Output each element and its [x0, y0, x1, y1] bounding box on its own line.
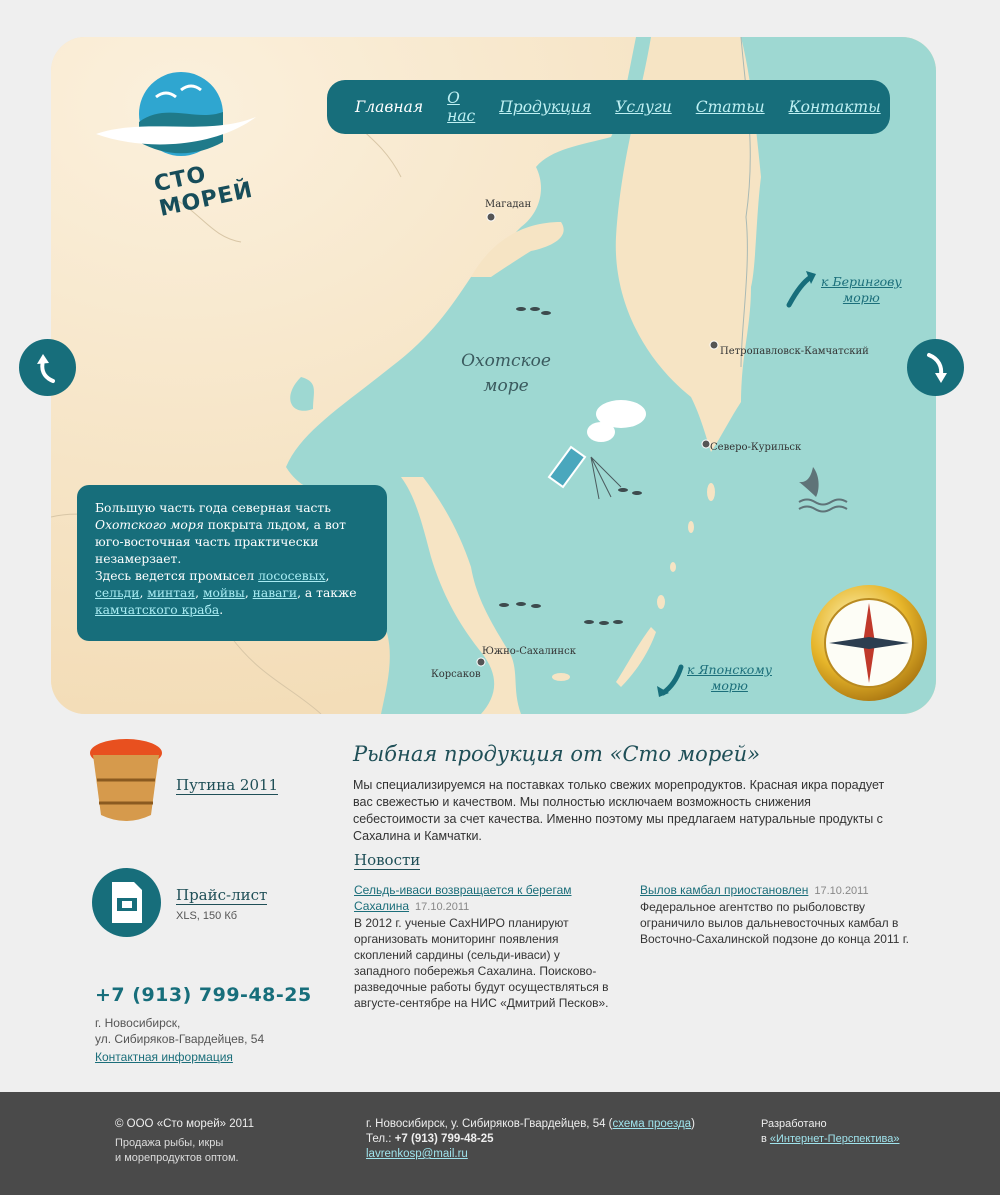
intro-text: Мы специализируемся на поставках только свежих морепродуктов. Красная икра порадует вас свежестью и качеством. Мы полностью исключаем возможность снижения себестоимости за счет качества. Именно поэтому мы предлагаем натуральные продукты с Сахалина и Камчатки.	[353, 778, 885, 843]
footer-developer	[761, 1117, 899, 1147]
price-list-item	[176, 886, 267, 922]
sidebar-address	[95, 1015, 264, 1065]
to-japan-line2: морю	[711, 678, 748, 693]
info-text: , а также	[297, 586, 357, 600]
news-title-link[interactable]: Сельдь-иваси возвращается к берегам Сахалина	[354, 883, 572, 913]
nav-item-articles[interactable]: Статьи	[695, 98, 765, 116]
fish-link-herring[interactable]: сельди	[95, 586, 140, 600]
putina-item	[176, 776, 278, 795]
info-text: покрыта льдом, а вот юго-восточная часть практически незамерзает.	[95, 518, 346, 566]
news-heading[interactable]: Новости	[354, 851, 421, 869]
footer-address: г. Новосибирск, у. Сибиряков-Гвардейцев, 54 (	[366, 1118, 613, 1130]
footer-phone: +7 (913) 799-48-25	[394, 1133, 494, 1145]
fish-link-salmon[interactable]: лососевых	[258, 569, 326, 583]
price-list-icon-circle	[92, 868, 161, 937]
info-text: ,	[195, 586, 203, 600]
main-nav	[327, 80, 890, 134]
footer-dev-label: Разработано	[761, 1118, 827, 1130]
sea-label-line1: Охотское	[461, 351, 551, 371]
caviar-bucket-icon	[85, 735, 167, 825]
city-petropavlovsk: Петропавловск-Камчатский	[720, 346, 869, 357]
footer-contacts	[366, 1117, 695, 1162]
address-line2: ул. Сибиряков-Гвардейцев, 54	[95, 1032, 265, 1046]
news-date: 17.10.2011	[814, 885, 869, 897]
info-box	[77, 485, 387, 641]
footer-desc-line1: Продажа рыбы, икры	[115, 1137, 224, 1149]
nav-item-services[interactable]: Услуги	[615, 98, 672, 116]
news-item	[354, 882, 609, 1011]
price-list-link[interactable]: Прайс-лист	[176, 886, 268, 904]
compass-icon	[811, 585, 927, 701]
document-icon	[92, 868, 161, 937]
fish-link-crab[interactable]: камчатского краба	[95, 603, 220, 617]
city-korsakov: Корсаков	[431, 669, 481, 680]
footer	[0, 1092, 1000, 1195]
map-directions-link[interactable]: схема проезда	[612, 1118, 692, 1130]
fish-link-capelin[interactable]: мойвы	[202, 586, 245, 600]
info-text: ,	[325, 569, 330, 583]
info-text: ,	[139, 586, 148, 600]
fish-link-navaga[interactable]: наваги	[252, 586, 298, 600]
to-japan-line1: к Японскому	[687, 662, 772, 677]
nav-item-about[interactable]: О нас	[447, 89, 476, 125]
to-bering-line1: к Берингову	[821, 274, 902, 289]
page-title: Рыбная продукция от «Сто морей»	[353, 742, 761, 766]
news-title-link[interactable]: Вылов камбал приостановлен	[640, 883, 809, 897]
info-text: Здесь ведется промысел	[95, 569, 259, 583]
city-yuzhno-sakhalinsk: Южно-Сахалинск	[482, 646, 576, 657]
news-text: Федеральное агентство по рыболовству ограничило вылов дальневосточных камбал в Восточно-Сахалинской подзоне до конца 2011 г.	[640, 900, 909, 946]
info-text-italic: Охотского моря	[95, 518, 204, 532]
next-slide-button[interactable]	[907, 339, 964, 396]
fish-link-pollock[interactable]: минтая	[147, 586, 196, 600]
city-severo-kurilsk: Северо-Курильск	[710, 442, 802, 453]
info-text: Большую часть года северная часть	[95, 501, 331, 515]
footer-desc-line2: и морепродуктов оптом.	[115, 1152, 239, 1164]
info-text: .	[219, 603, 224, 617]
prev-slide-button[interactable]	[19, 339, 76, 396]
footer-copyright: © ООО «Сто морей» 2011	[115, 1118, 254, 1130]
sea-label-line2: море	[483, 376, 529, 396]
footer-email-link[interactable]: lavrenkosp@mail.ru	[366, 1148, 468, 1160]
logo-text: СТО МОРЕЙ	[151, 161, 256, 222]
to-japan-sea-link[interactable]	[687, 662, 772, 694]
info-text: ,	[244, 586, 253, 600]
logo[interactable]	[96, 62, 256, 222]
city-magadan: Магадан	[485, 199, 532, 210]
to-bering-line2: морю	[842, 290, 880, 305]
arrow-down-right-icon	[919, 351, 953, 385]
footer-dev-pre: в	[761, 1133, 770, 1145]
address-line1: г. Новосибирск,	[95, 1016, 181, 1030]
price-list-meta: XLS, 150 Кб	[176, 910, 238, 922]
phone-number: +7 (913) 799-48-25	[95, 984, 312, 1006]
hero-map	[51, 37, 936, 714]
news-text: В 2012 г. ученые СахНИРО планируют организовать мониторинг появления скоплений сардины (сельди-иваси) у западного побережья Сахалина. Поисково-разведочные работы будут осуществляться в августе-сентябре на НИС «Дмитрий Песков».	[354, 916, 609, 1010]
nav-item-contacts[interactable]: Контакты	[788, 98, 881, 116]
to-bering-sea-link[interactable]	[821, 274, 902, 306]
nav-item-products[interactable]: Продукция	[499, 98, 592, 116]
contact-info-link[interactable]: Контактная информация	[95, 1050, 233, 1064]
nav-item-home[interactable]: Главная	[355, 98, 424, 116]
news-date: 17.10.2011	[415, 901, 470, 913]
putina-link[interactable]: Путина 2011	[176, 776, 279, 794]
footer-company	[115, 1117, 254, 1166]
sea-label	[446, 349, 566, 399]
developer-link[interactable]: «Интернет-Перспектива»	[769, 1133, 900, 1145]
arrow-up-left-icon	[31, 351, 65, 385]
news-item	[640, 882, 915, 947]
footer-tel-label: Тел.:	[366, 1133, 395, 1145]
footer-address-end: )	[691, 1118, 695, 1130]
